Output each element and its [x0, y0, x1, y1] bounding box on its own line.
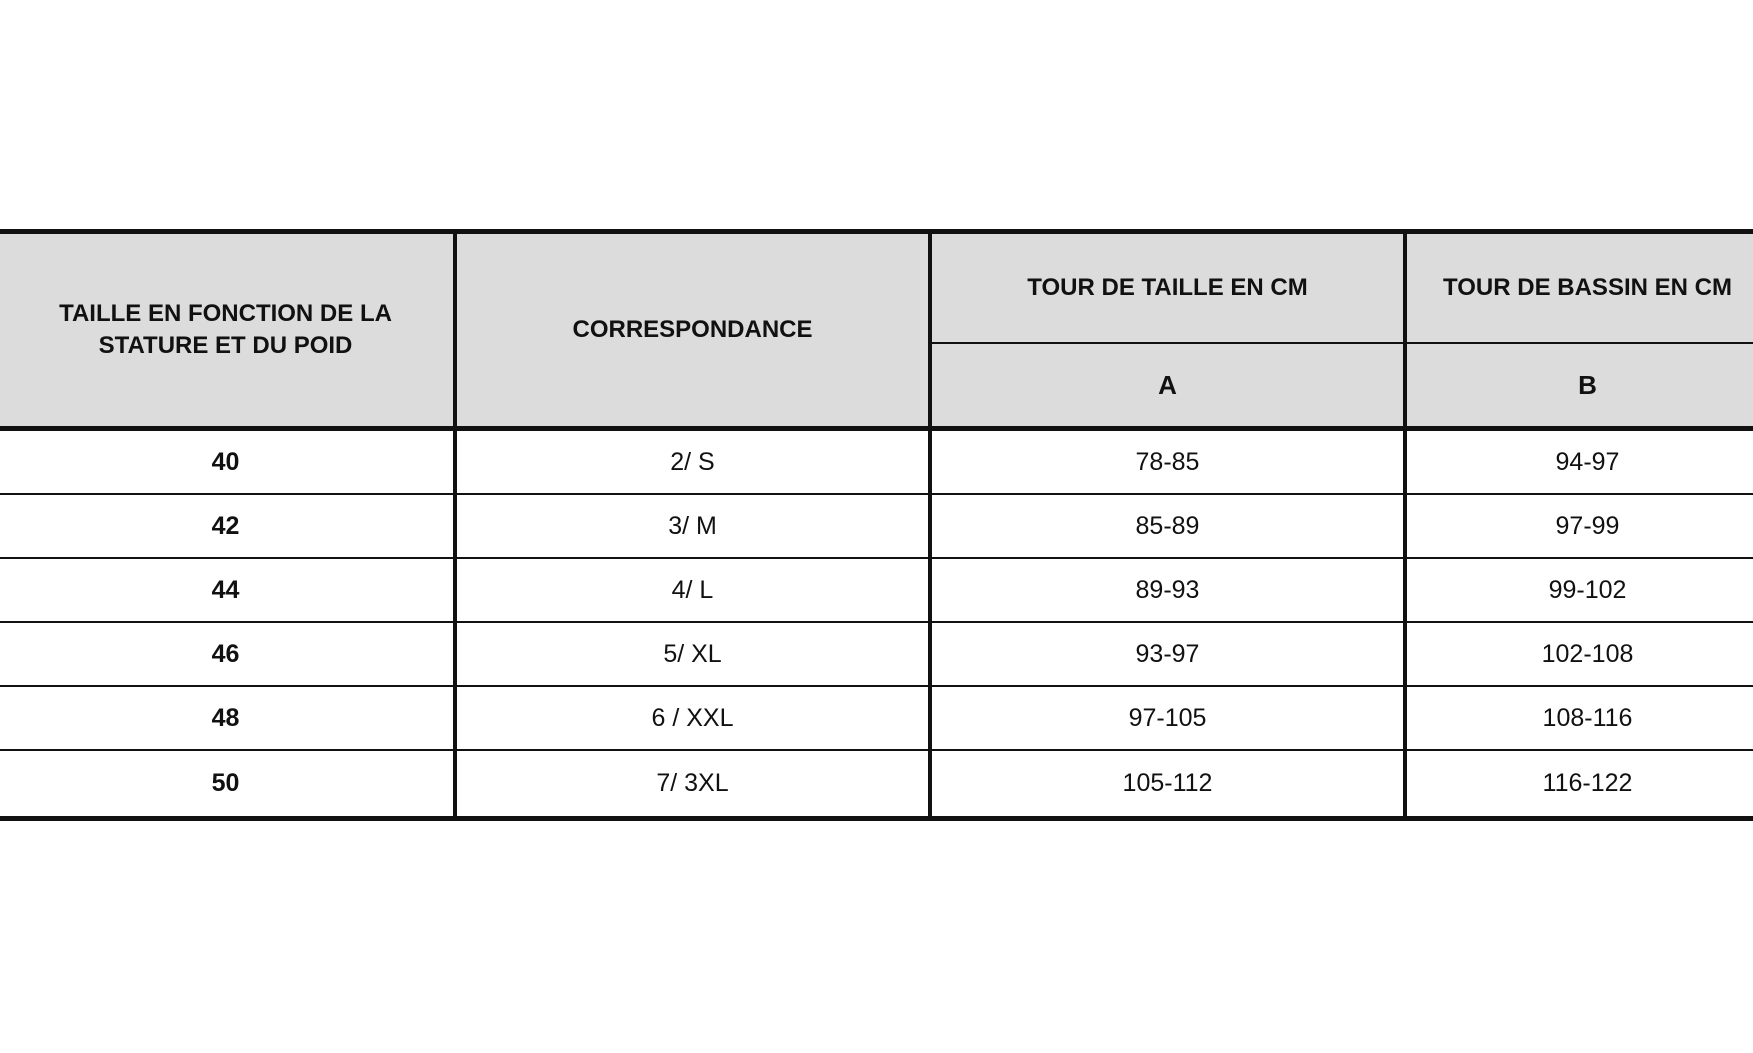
size-chart-table	[0, 229, 1753, 821]
cell-correspondance: 2/ S	[455, 429, 930, 495]
cell-correspondance: 5/ XL	[455, 622, 930, 686]
header-size-line1: TAILLE EN FONCTION DE LA	[59, 300, 392, 327]
header-row	[0, 232, 1753, 344]
cell-hip: 108-116	[1405, 686, 1753, 750]
table-row	[0, 558, 1753, 622]
cell-correspondance: 4/ L	[455, 558, 930, 622]
table-row	[0, 494, 1753, 558]
table-row	[0, 622, 1753, 686]
cell-waist: 85-89	[930, 494, 1405, 558]
header-waist: TOUR DE TAILLE EN CM	[930, 232, 1405, 344]
cell-size: 40	[0, 429, 455, 495]
cell-size: 46	[0, 622, 455, 686]
cell-waist: 89-93	[930, 558, 1405, 622]
table-header	[0, 232, 1753, 429]
cell-correspondance: 3/ M	[455, 494, 930, 558]
header-hip-sub: B	[1405, 343, 1753, 429]
table-body	[0, 429, 1753, 819]
table-row	[0, 750, 1753, 819]
cell-waist: 105-112	[930, 750, 1405, 819]
table-row	[0, 429, 1753, 495]
cell-correspondance: 7/ 3XL	[455, 750, 930, 819]
cell-waist: 93-97	[930, 622, 1405, 686]
cell-waist: 97-105	[930, 686, 1405, 750]
cell-hip: 97-99	[1405, 494, 1753, 558]
cell-size: 50	[0, 750, 455, 819]
cell-size: 48	[0, 686, 455, 750]
table-row	[0, 686, 1753, 750]
cell-waist: 78-85	[930, 429, 1405, 495]
cell-hip: 99-102	[1405, 558, 1753, 622]
header-hip: TOUR DE BASSIN EN CM	[1405, 232, 1753, 344]
cell-correspondance: 6 / XXL	[455, 686, 930, 750]
cell-hip: 102-108	[1405, 622, 1753, 686]
cell-hip: 116-122	[1405, 750, 1753, 819]
header-size	[0, 232, 455, 429]
header-size-line2: STATURE ET DU POID	[98, 332, 353, 359]
cell-size: 44	[0, 558, 455, 622]
header-correspondance: CORRESPONDANCE	[455, 232, 930, 429]
cell-size: 42	[0, 494, 455, 558]
cell-hip: 94-97	[1405, 429, 1753, 495]
header-waist-sub: A	[930, 343, 1405, 429]
